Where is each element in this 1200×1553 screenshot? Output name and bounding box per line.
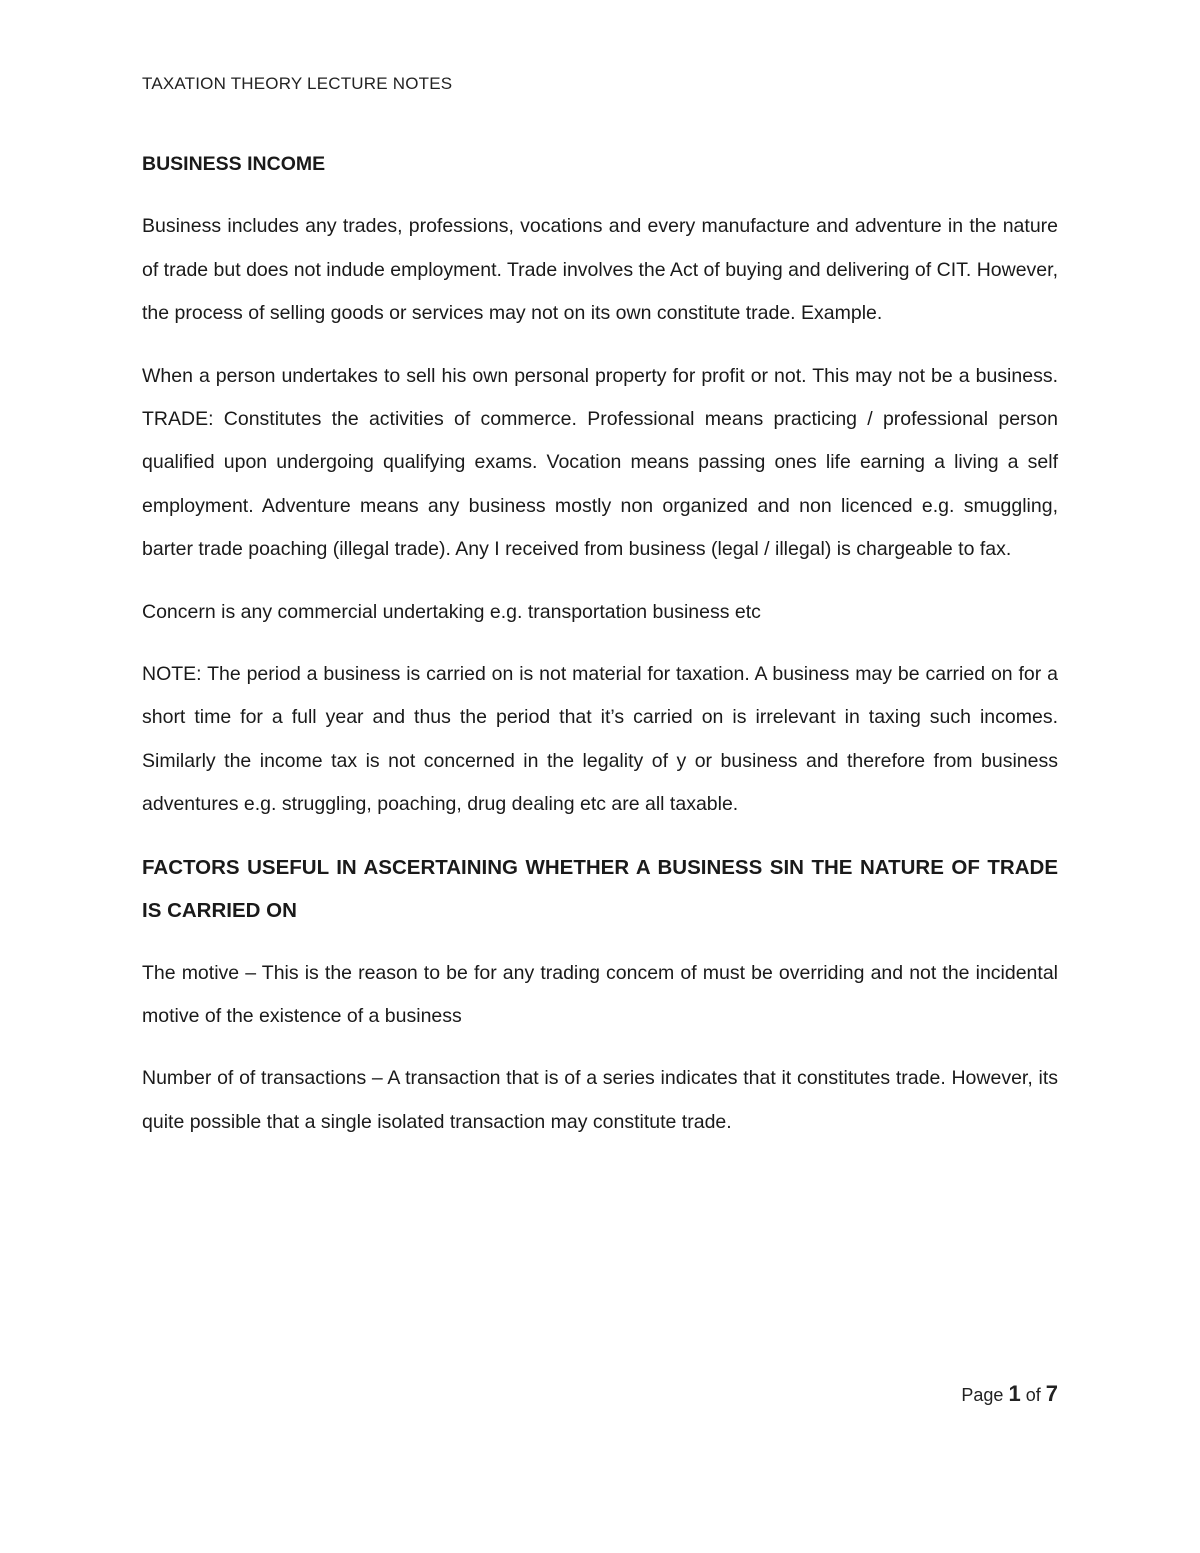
current-page-number: 1	[1008, 1381, 1021, 1406]
factor-motive: The motive – This is the reason to be for any trading concem of must be overriding and not the incidental motive of the existence of a business	[142, 961, 1058, 1027]
page-label: Page	[961, 1385, 1004, 1405]
paragraph-concern: Concern is any commercial undertaking e.g. transportation business etc	[142, 600, 761, 623]
paragraph-business-definition: Business includes any trades, professions, vocations and every manufacture and adventure in the nature of trade but does not indude employment. Trade involves the Act of buying and delivering of CIT. However, the process of selling goods or services may not on its own constitute trade. Example.	[142, 215, 1058, 325]
of-label: of	[1025, 1385, 1041, 1405]
document-body	[142, 143, 1058, 1163]
section-heading: BUSINESS INCOME	[142, 153, 326, 175]
paragraph-note: NOTE: The period a business is carried on is not material for taxation. A business may be carried on for a short time for a full year and thus the period that it’s carried on is irrelevant in taxing such incomes. Similarly the income tax is not concerned in the legality of y or business and therefore from business adventures e.g. struggling, poaching, drug dealing etc are all taxable.	[142, 663, 1058, 816]
factors-subheading: FACTORS USEFUL IN ASCERTAINING WHETHER A BUSINESS SIN THE NATURE OF TRADE IS CARRIED ON	[142, 855, 1058, 923]
total-pages-number: 7	[1045, 1381, 1058, 1406]
page-footer	[961, 1381, 1058, 1407]
running-header: TAXATION THEORY LECTURE NOTES	[142, 74, 453, 93]
factor-number-of-transactions: Number of of transactions – A transaction that is of a series indicates that it constitutes trade. However, its quite possible that a single isolated transaction may constitute trade.	[142, 1067, 1058, 1133]
paragraph-trade-definitions: When a person undertakes to sell his own personal property for profit or not. This may not be a business. TRADE: Constitutes the activities of commerce. Professional means practicing / professional person qualified upon undergoing qualifying exams. Vocation means passing ones life earning a living a self employment. Adventure means any business mostly non organized and non licenced e.g. smuggling, barter trade poaching (illegal trade). Any I received from business (legal / illegal) is chargeable to fax.	[142, 364, 1058, 561]
